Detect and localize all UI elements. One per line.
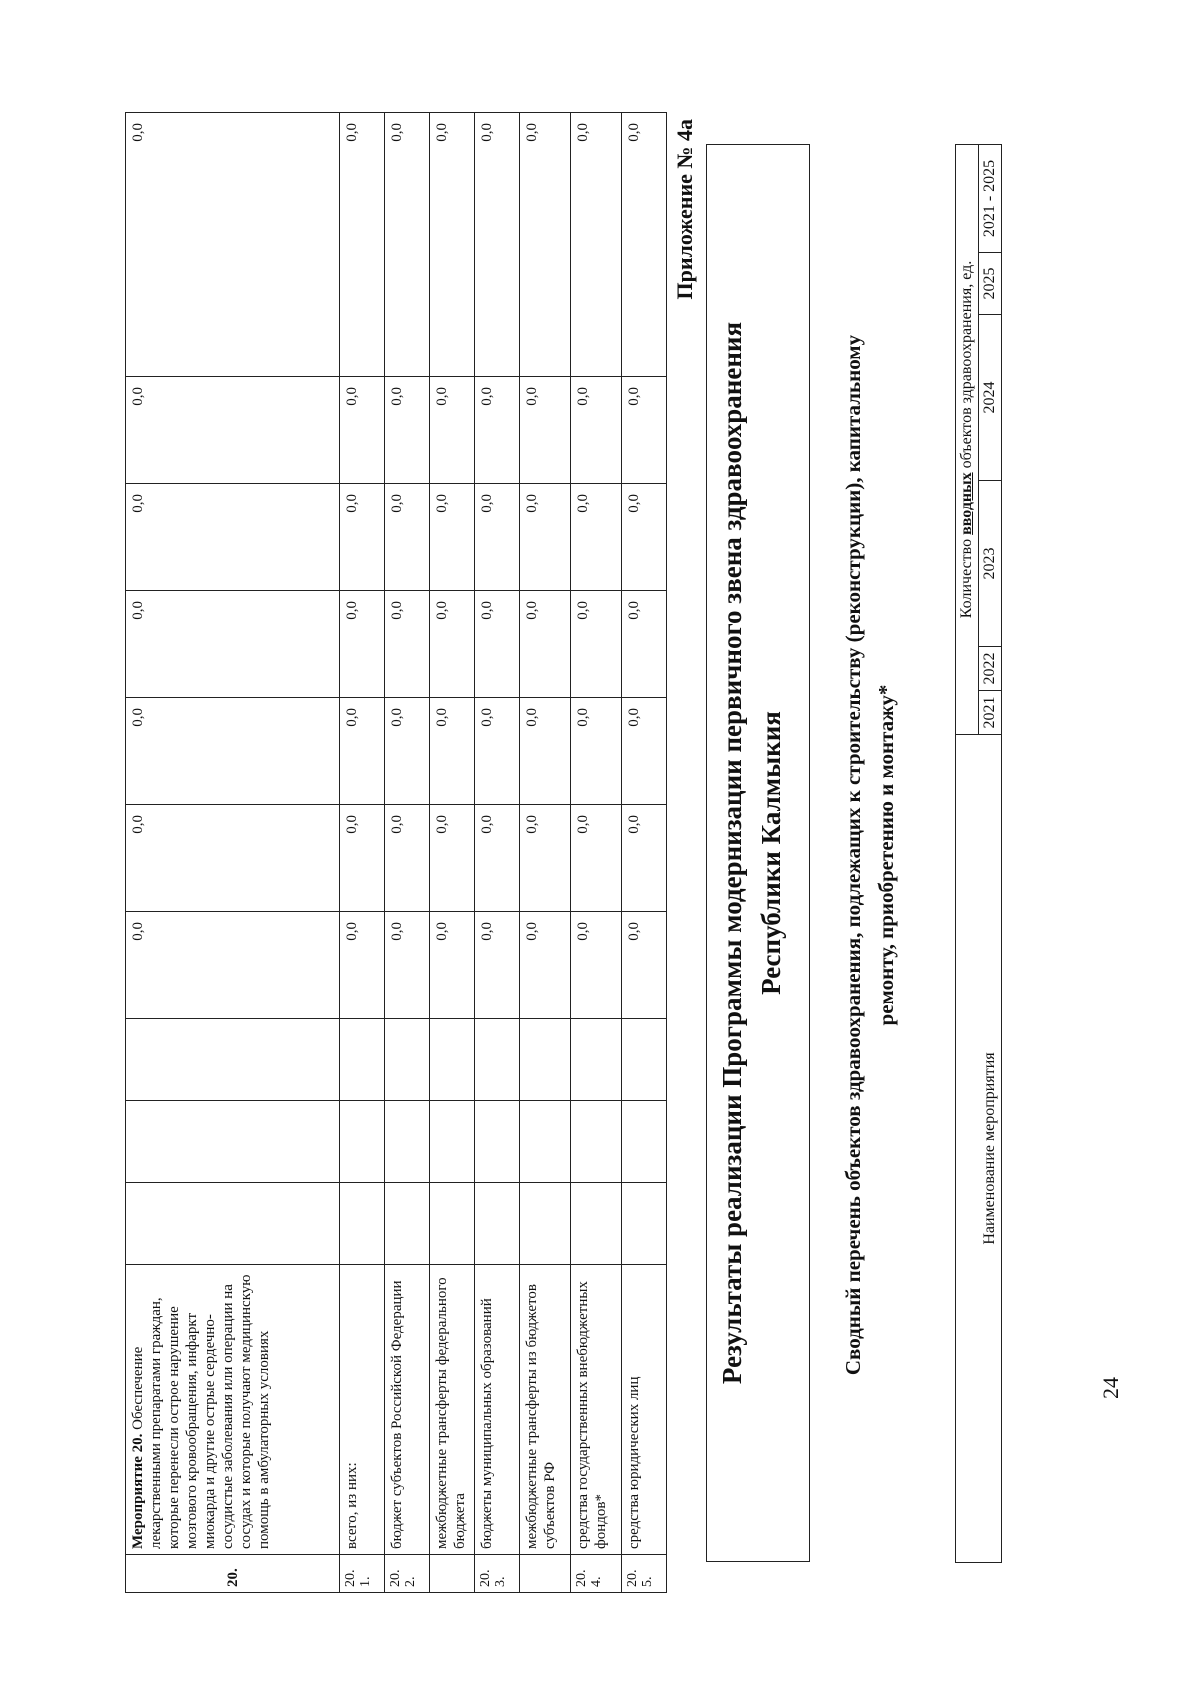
blank-cell	[622, 1101, 667, 1183]
row-number: 20. 3.	[475, 1555, 520, 1593]
table-row	[340, 113, 385, 1593]
col-year-2021: 2021	[979, 691, 1002, 735]
table-row	[475, 113, 520, 1593]
blank-cell	[571, 1183, 622, 1265]
blank-cell	[340, 1101, 385, 1183]
blank-cell	[385, 1101, 430, 1183]
value-cell: 0,0	[126, 698, 340, 805]
row-label: средства юридических лиц	[622, 1265, 667, 1555]
blank-cell	[340, 1019, 385, 1101]
funding-table	[125, 112, 667, 1593]
row-number: 20.	[126, 1555, 340, 1593]
value-cell: 0,0	[622, 484, 667, 591]
value-cell: 0,0	[475, 377, 520, 484]
value-cell: 0,0	[475, 484, 520, 591]
blank-cell	[430, 1183, 475, 1265]
value-cell: 0,0	[385, 377, 430, 484]
value-cell: 0,0	[475, 698, 520, 805]
table-row	[622, 113, 667, 1593]
value-cell: 0,0	[430, 912, 475, 1019]
value-cell: 0,0	[340, 698, 385, 805]
value-cell: 0,0	[571, 377, 622, 484]
blank-cell	[385, 1019, 430, 1101]
value-cell: 0,0	[571, 591, 622, 698]
row-number: 20. 4.	[571, 1555, 622, 1593]
activity-label-text: Обеспечение лекарственными препаратами граждан, которые перенесли острое нарушение мозгового кровообращения, инфаркт миокарда и другие острые сердечно-сосудистые заболевания или операции на сосудах и которые получают медицинскую помощь в амбулаторных условиях	[130, 1274, 272, 1549]
objects-table	[955, 144, 1002, 1563]
value-cell: 0,0	[430, 113, 475, 377]
blank-cell	[475, 1101, 520, 1183]
value-cell: 0,0	[340, 912, 385, 1019]
blank-cell	[520, 1183, 571, 1265]
col-year-total: 2021 - 2025	[979, 144, 1002, 252]
value-cell: 0,0	[430, 484, 475, 591]
row-number: 20. 5.	[622, 1555, 667, 1593]
value-cell: 0,0	[622, 591, 667, 698]
value-cell: 0,0	[385, 912, 430, 1019]
blank-cell	[520, 1019, 571, 1101]
row-label: бюджет субъектов Российской Федерации	[385, 1265, 430, 1555]
rotated-page-content	[125, 113, 1125, 1593]
results-title-line2: Республики Калмыкия	[756, 711, 787, 995]
group-count-post: объектов здравоохранения, ед.	[958, 260, 975, 473]
blank-cell	[126, 1019, 340, 1101]
value-cell: 0,0	[475, 591, 520, 698]
value-cell: 0,0	[571, 912, 622, 1019]
blank-cell	[126, 1101, 340, 1183]
value-cell: 0,0	[126, 805, 340, 912]
value-cell: 0,0	[520, 377, 571, 484]
blank-cell	[430, 1101, 475, 1183]
blank-cell	[622, 1183, 667, 1265]
row-label: бюджеты муниципальных образований	[475, 1265, 520, 1555]
col-activity-name: Наименование мероприятия	[956, 735, 1002, 1563]
value-cell: 0,0	[340, 591, 385, 698]
row-number: 20. 1.	[340, 1555, 385, 1593]
value-cell: 0,0	[475, 805, 520, 912]
value-cell: 0,0	[126, 591, 340, 698]
value-cell: 0,0	[340, 113, 385, 377]
table-row	[430, 113, 475, 1593]
col-year-2022: 2022	[979, 647, 1002, 691]
value-cell: 0,0	[571, 113, 622, 377]
value-cell: 0,0	[385, 698, 430, 805]
page-number: 24	[1098, 1377, 1123, 1399]
value-cell: 0,0	[430, 377, 475, 484]
value-cell: 0,0	[126, 113, 340, 377]
value-cell: 0,0	[430, 805, 475, 912]
blank-cell	[520, 1101, 571, 1183]
row-number: 20. 2.	[385, 1555, 430, 1593]
col-year-2024: 2024	[979, 315, 1002, 481]
value-cell: 0,0	[430, 698, 475, 805]
appendix-label: Приложение № 4а	[672, 119, 697, 300]
value-cell: 0,0	[520, 912, 571, 1019]
value-cell: 0,0	[622, 805, 667, 912]
value-cell: 0,0	[520, 698, 571, 805]
summary-line2: ремонту, приобретению и монтажу*	[873, 684, 898, 1026]
col-group-count	[956, 144, 979, 734]
blank-cell	[475, 1183, 520, 1265]
row-label: межбюджетные трансферты из бюджетов субъектов РФ	[520, 1265, 571, 1555]
blank-cell	[571, 1101, 622, 1183]
value-cell: 0,0	[385, 484, 430, 591]
row-number	[520, 1555, 571, 1593]
table-row	[520, 113, 571, 1593]
value-cell: 0,0	[475, 113, 520, 377]
value-cell: 0,0	[126, 912, 340, 1019]
value-cell: 0,0	[340, 377, 385, 484]
col-year-2023: 2023	[979, 481, 1002, 647]
table-row	[385, 113, 430, 1593]
summary-heading	[837, 135, 902, 1575]
blank-cell	[475, 1019, 520, 1101]
value-cell: 0,0	[385, 591, 430, 698]
blank-cell	[126, 1183, 340, 1265]
value-cell: 0,0	[571, 698, 622, 805]
value-cell: 0,0	[430, 591, 475, 698]
blank-cell	[385, 1183, 430, 1265]
group-count-underlined: вводных	[958, 472, 975, 535]
value-cell: 0,0	[520, 113, 571, 377]
row-label: межбюджетные трансферты федерального бюджета	[430, 1265, 475, 1555]
row-label: средства государственных внебюджетных фондов*	[571, 1265, 622, 1555]
value-cell: 0,0	[571, 484, 622, 591]
value-cell: 0,0	[520, 805, 571, 912]
value-cell: 0,0	[622, 698, 667, 805]
blank-cell	[622, 1019, 667, 1101]
summary-line1: Сводный перечень объектов здравоохранения, подлежащих к строительству (реконструкции), капитальному	[841, 334, 865, 1376]
value-cell: 0,0	[622, 113, 667, 377]
value-cell: 0,0	[520, 484, 571, 591]
row-number	[430, 1555, 475, 1593]
table-row	[126, 113, 340, 1593]
results-title-box	[706, 144, 810, 1562]
value-cell: 0,0	[622, 912, 667, 1019]
blank-cell	[430, 1019, 475, 1101]
value-cell: 0,0	[622, 377, 667, 484]
group-count-pre: Количество	[958, 534, 975, 619]
value-cell: 0,0	[571, 805, 622, 912]
blank-cell	[571, 1019, 622, 1101]
blank-cell	[340, 1183, 385, 1265]
table-row	[571, 113, 622, 1593]
value-cell: 0,0	[385, 113, 430, 377]
value-cell: 0,0	[126, 484, 340, 591]
activity-label	[126, 1265, 340, 1555]
results-title-line1: Результаты реализации Программы модернизации первичного звена здравоохранения	[717, 321, 747, 1385]
value-cell: 0,0	[520, 591, 571, 698]
value-cell: 0,0	[126, 377, 340, 484]
activity-label-bold: Мероприятие 20.	[130, 1433, 146, 1549]
value-cell: 0,0	[340, 484, 385, 591]
value-cell: 0,0	[340, 805, 385, 912]
row-label: всего, из них:	[340, 1265, 385, 1555]
value-cell: 0,0	[385, 805, 430, 912]
value-cell: 0,0	[475, 912, 520, 1019]
col-year-2025: 2025	[979, 253, 1002, 315]
